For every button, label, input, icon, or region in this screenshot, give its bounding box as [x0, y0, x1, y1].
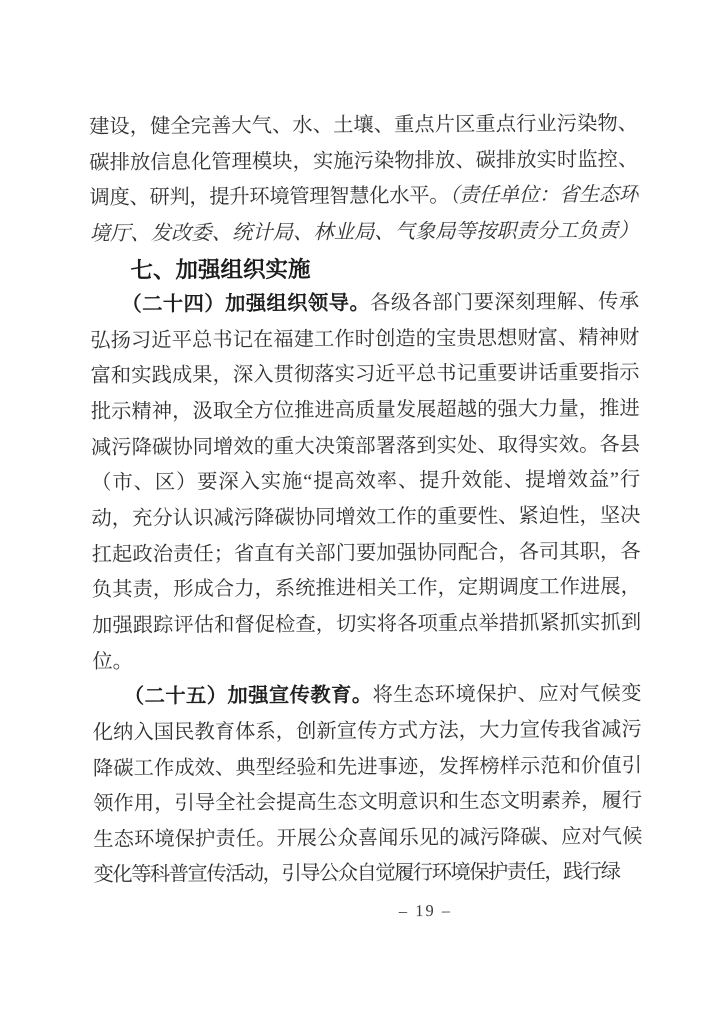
text-line — [93, 784, 642, 823]
body-text-segment: 降碳工作成效、典型经验和先进事迹，发挥榜样示范和价值引 — [92, 754, 643, 780]
body-text-segment: 化纳入国民教育体系，创新宣传方式方法，大力宣传我省减污 — [92, 718, 642, 744]
text-line — [90, 356, 639, 395]
body-text-segment: 变化等科普宣传活动，引导公众自觉履行环境保护责任，践行绿 — [93, 861, 620, 887]
body-text-segment: 批示精神，汲取全方位推进高质量发展超越的强大力量，推进 — [90, 397, 640, 424]
text-line — [91, 463, 640, 502]
paragraph-lead-line — [90, 285, 639, 324]
text-line — [89, 178, 638, 217]
text-line — [92, 641, 641, 680]
text-line — [89, 142, 638, 181]
body-text-segment: 减污降碳协同增效的重大决策部署落到实处、取得实效。各县 — [90, 433, 641, 459]
text-line — [91, 392, 640, 431]
paragraph-lead-text: （二十五）加强宣传教育。 — [92, 684, 373, 709]
text-line — [92, 606, 641, 645]
body-text-segment: 各级各部门要深刻理解、传承 — [370, 290, 640, 315]
text-line — [89, 107, 638, 146]
text-line — [90, 214, 639, 253]
text-line — [91, 499, 640, 538]
body-text-segment: 将生态环境保护、应对气候变 — [372, 682, 642, 707]
text-line — [92, 570, 641, 609]
text-line — [93, 713, 642, 752]
body-text-segment: 建设，健全完善大气、水、土壤、重点片区重点行业污染物、 — [88, 112, 639, 139]
text-line — [90, 321, 639, 360]
body-text-segment — [90, 260, 131, 282]
text-line — [94, 855, 643, 894]
text-line — [92, 534, 641, 573]
page-number: – 19 – — [398, 900, 453, 921]
paragraph-lead-line — [92, 677, 641, 716]
text-line — [91, 427, 640, 466]
section-heading-text: 七、加强组织实施 — [130, 256, 311, 283]
responsibility-note-text: 境厅、发改委、统计局、林业局、气象局等按职责分工负责） — [89, 219, 639, 245]
body-text-segment: 弘扬习近平总书记在福建工作时创造的宝贵思想财富、精神财 — [90, 326, 640, 352]
body-text-segment: 领作用，引导全社会提高生态文明意识和生态文明素养，履行 — [93, 789, 643, 816]
body-text-segment: 生态环境保护责任。开展公众喜闻乐见的减污降碳、应对气候 — [93, 825, 643, 851]
text-line — [93, 820, 642, 859]
document-body-text — [89, 107, 643, 894]
body-text-segment: 位。 — [92, 650, 133, 673]
text-line — [93, 748, 642, 787]
responsibility-note-text: （责任单位：省生态环 — [449, 183, 639, 208]
body-text-segment: 扛起政治责任；省直有关部门要加强协同配合，各司其职，各 — [91, 540, 641, 566]
body-text-segment: 动，充分认识减污降碳协同增效工作的重要性、紧迫性，坚决 — [91, 504, 641, 531]
body-text-segment: 加强跟踪评估和督促检查，切实将各项重点举措抓紧抓实抓到 — [92, 611, 642, 638]
body-text-segment: 碳排放信息化管理模块，实施污染物排放、碳排放实时监控、 — [89, 148, 639, 174]
body-text-segment: 富和实践成果，深入贯彻落实习近平总书记重要讲话重要指示 — [90, 362, 640, 388]
section-heading — [90, 249, 639, 288]
body-text-segment: （市、区）要深入实施“提高效率、提升效能、提增效益”行 — [91, 469, 641, 495]
paragraph-lead-text: （二十四）加强组织领导。 — [90, 292, 371, 317]
body-text-segment: 负其责，形成合力，系统推进相关工作，定期调度工作进展， — [91, 576, 641, 602]
body-text-segment: 调度、研判，提升环境管理智慧化水平。 — [89, 185, 450, 210]
